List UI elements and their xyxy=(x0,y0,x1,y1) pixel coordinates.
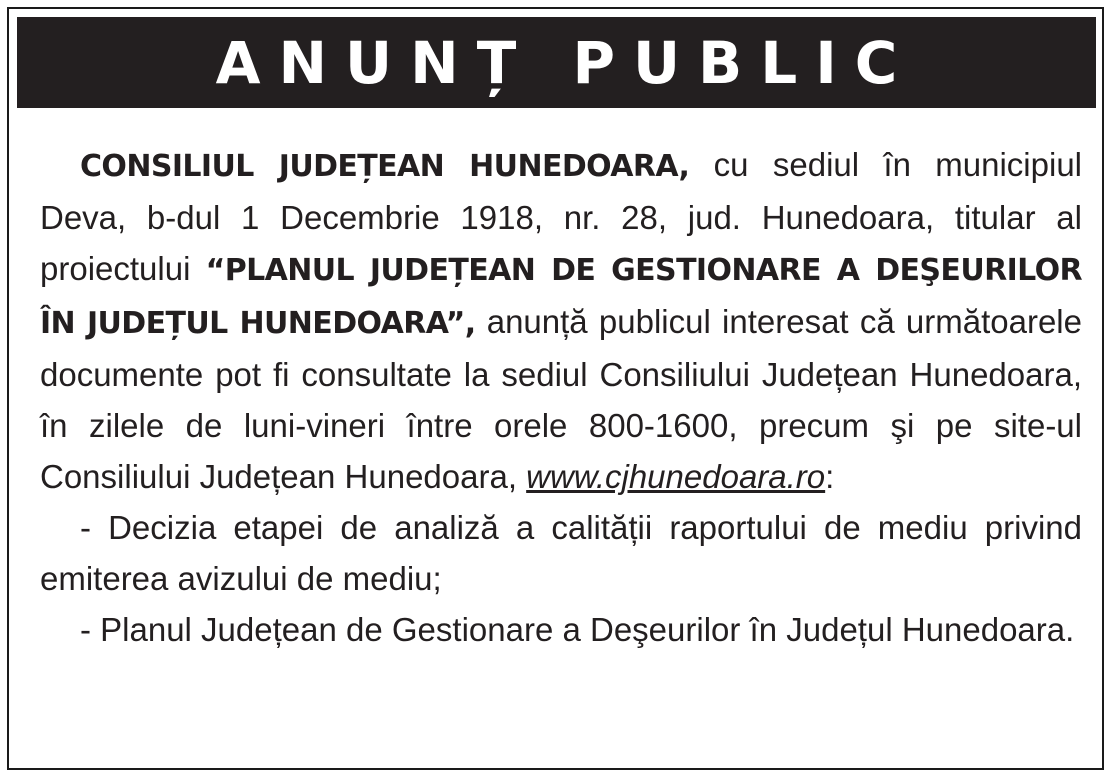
intro-text-3: : xyxy=(825,458,835,495)
notice-body xyxy=(40,139,1082,655)
organization-name: CONSILIUL JUDEȚEAN HUNEDOARA, xyxy=(80,149,690,184)
document-item: - Planul Județean de Gestionare a Deşeurilor în Județul Hunedoara. xyxy=(80,611,1075,648)
intro-text-2: anunță publicul interesat că următoarele documente pot fi consultate la sediul Consiliului Județean Hunedoara, în zilele de luni-vineri între orele 800-1600, precum şi pe site-ul Consiliului Județean Hunedoara, xyxy=(40,303,1082,495)
intro-text-1: cu sediul în municipiul Deva, b-dul 1 Decembrie 1918, nr. 28, jud. Hunedoara, titular al proiectului xyxy=(40,146,1083,287)
intro-paragraph xyxy=(40,139,1082,502)
notice-title: ANUNȚ PUBLIC xyxy=(215,28,916,97)
project-name: “PLANUL JUDEȚEAN DE GESTIONARE A DEŞEURILOR ÎN JUDEȚUL HUNEDOARA”, xyxy=(40,253,1082,341)
title-banner xyxy=(17,17,1096,108)
website-link[interactable]: www.cjhunedoara.ro xyxy=(526,458,826,495)
document-item: - Decizia etapei de analiză a calității raportului de mediu privind emiterea avizului de mediu; xyxy=(40,509,1082,597)
